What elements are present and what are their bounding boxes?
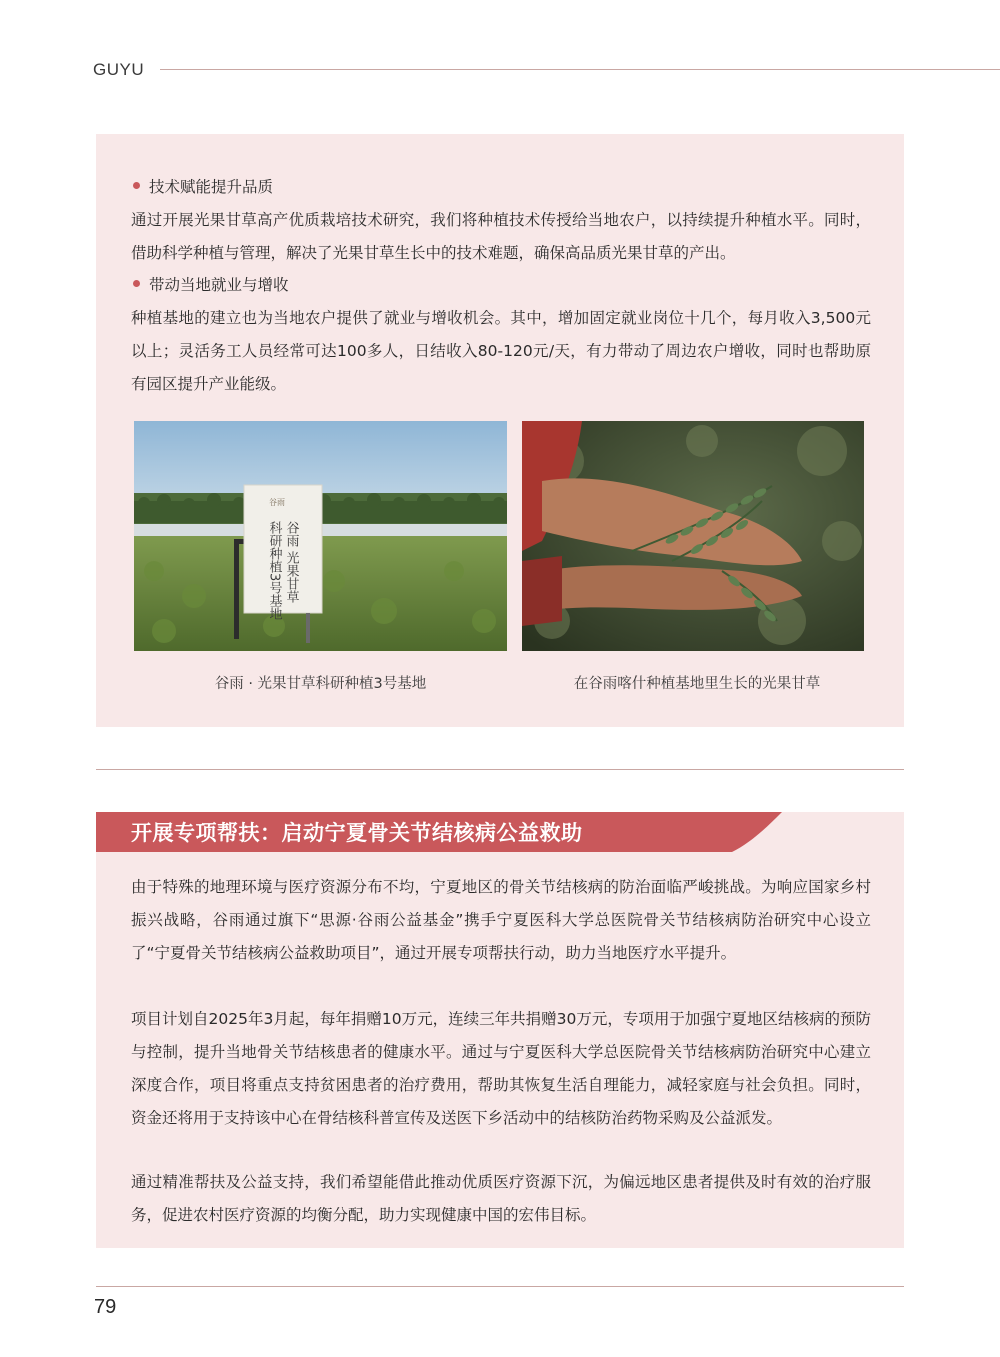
sign-text-line1: 谷雨 光果甘草 bbox=[283, 521, 299, 604]
sign-text-line2: 科研种植3号基地 bbox=[266, 521, 282, 621]
bullet-dot-icon bbox=[133, 182, 140, 189]
sign-brand-mark: 谷雨 bbox=[269, 498, 285, 507]
page-number: 79 bbox=[94, 1296, 117, 1318]
photo-caption-research-base: 谷雨 · 光果甘草科研种植3号基地 bbox=[214, 676, 427, 692]
section-title: 开展专项帮扶：启动宁夏骨关节结核病公益救助 bbox=[131, 821, 583, 845]
paragraph-project-goal: 通过精准帮扶及公益支持，我们希望能借此推动优质医疗资源下沉，为偏远地区患者提供及时有效的治疗服务，促进农村医疗资源的均衡分配，助力实现健康中国的宏伟目标。 bbox=[131, 1173, 871, 1224]
bullet-heading-label: 带动当地就业与增收 bbox=[149, 276, 289, 294]
field-sign-illustration bbox=[134, 421, 507, 651]
bullet-heading-tech bbox=[133, 175, 273, 199]
section-divider bbox=[96, 769, 904, 770]
photo-research-base bbox=[134, 421, 507, 651]
paragraph-project-background: 由于特殊的地理环境与医疗资源分布不均，宁夏地区的骨关节结核病的防治面临严峻挑战。为响应国家乡村振兴战略，谷雨通过旗下“思源·谷雨公益基金”携手宁夏医科大学总医院骨关节结核病防治研究中心设立了“宁夏骨关节结核病公益救助项目”，通过开展专项帮扶行动，助力当地医疗水平提升。 bbox=[131, 878, 871, 962]
paragraph-employment: 种植基地的建立也为当地农户提供了就业与增收机会。其中，增加固定就业岗位十几个，每月收入3,500元以上；灵活务工人员经常可达100多人，日结收入80-120元/天，有力带动了周边农户增收，同时也帮助原有园区提升产业能级。 bbox=[131, 309, 871, 393]
photo-licorice-hands bbox=[522, 421, 864, 651]
bullet-dot-icon bbox=[133, 280, 140, 287]
photo-caption-licorice: 在谷雨喀什种植基地里生长的光果甘草 bbox=[573, 676, 821, 692]
bullet-heading-employment bbox=[133, 273, 289, 297]
bullet-heading-label: 技术赋能提升品质 bbox=[149, 178, 274, 196]
paragraph-tech: 通过开展光果甘草高产优质栽培技术研究，我们将种植技术传授给当地农户，以持续提升种植水平。同时，借助科学种植与管理，解决了光果甘草生长中的技术难题，确保高品质光果甘草的产出。 bbox=[131, 211, 871, 262]
header-rule bbox=[160, 69, 1000, 70]
hands-licorice-illustration bbox=[522, 421, 864, 651]
footer-divider bbox=[96, 1286, 904, 1287]
brand-name: GUYU bbox=[93, 60, 145, 79]
paragraph-project-plan: 项目计划自2025年3月起，每年捐赠10万元，连续三年共捐赠30万元，专项用于加强宁夏地区结核病的预防与控制，提升当地骨关节结核患者的健康水平。通过与宁夏医科大学总医院骨关节结核病防治研究中心建立深度合作，项目将重点支持贫困患者的治疗费用，帮助其恢复生活自理能力，减轻家庭与社会负担。同时，资金还将用于支持该中心在骨结核科普宣传及送医下乡活动中的结核防治药物采购及公益派发。 bbox=[131, 1010, 871, 1127]
